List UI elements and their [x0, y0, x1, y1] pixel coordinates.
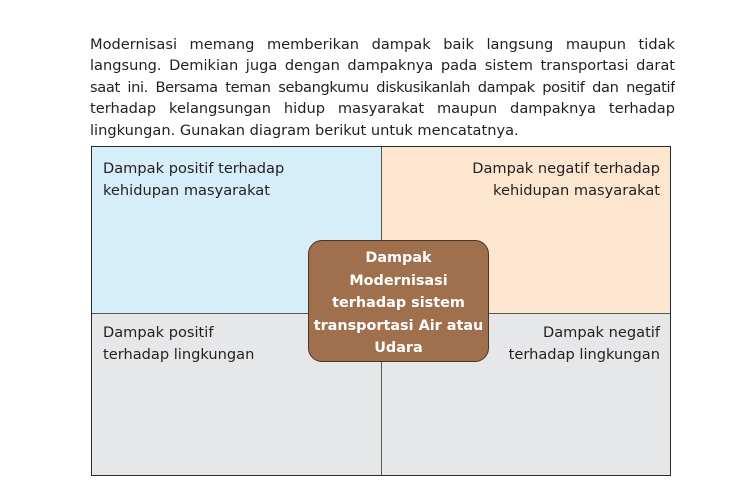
central-topic-line: transportasi Air atau	[313, 317, 484, 334]
quadrant-label-line: Dampak positif terhadap	[103, 160, 285, 177]
quadrant-negative-environment-label	[509, 322, 660, 365]
instruction-line-5: lingkungan. Gunakan diagram berikut untuk mencatatnya.	[90, 121, 519, 139]
quadrant-label-line: terhadap lingkungan	[103, 345, 255, 363]
instruction-paragraph	[90, 34, 675, 141]
quadrant-label-line: kehidupan masyarakat	[493, 181, 660, 199]
instruction-line-4: terhadap kelangsungan hidup masyarakat maupun dampaknya terhadap	[90, 100, 675, 118]
quadrant-label-line: Dampak negatif	[542, 324, 660, 341]
quadrant-label-line: kehidupan masyarakat	[103, 181, 270, 199]
quadrant-negative-society-label	[472, 158, 660, 201]
quadrant-label-line: Dampak negatif terhadap	[472, 160, 660, 177]
central-topic-box	[308, 240, 489, 362]
central-topic-line: Modernisasi	[349, 272, 448, 289]
central-topic-line: terhadap sistem	[332, 295, 465, 312]
central-topic-line: Dampak	[365, 250, 432, 266]
instruction-line-3: saat ini. Bersama teman sebangkumu diskusikanlah dampak positif dan negatif	[90, 78, 675, 96]
instruction-line-2: langsung. Demikian juga dengan dampaknya pada sistem transportasi darat	[90, 57, 675, 75]
quadrant-positive-society-label	[103, 158, 284, 201]
quadrant-label-line: Dampak positif	[103, 324, 214, 341]
central-topic-line: Udara	[374, 340, 423, 357]
quadrant-label-line: terhadap lingkungan	[508, 345, 660, 363]
quadrant-positive-environment-label	[103, 322, 254, 365]
instruction-line-1: Modernisasi memang memberikan dampak baik langsung maupun tidak	[90, 36, 675, 53]
